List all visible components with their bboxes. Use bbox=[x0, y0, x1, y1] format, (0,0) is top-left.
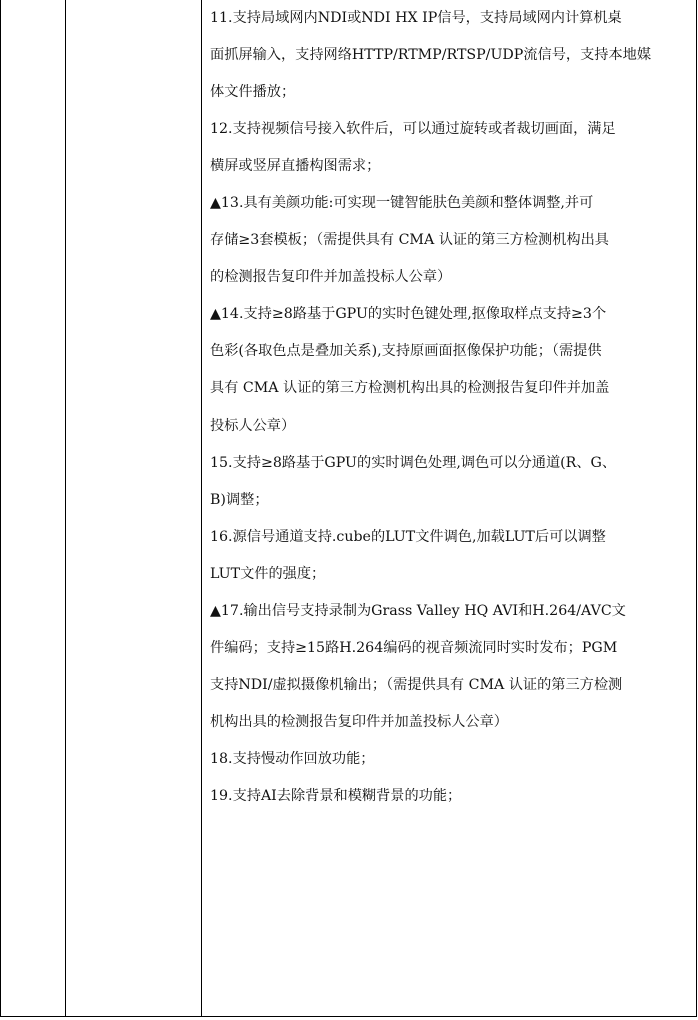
text-line: 18.支持慢动作回放功能； bbox=[210, 750, 375, 767]
text-line: 体文件播放； bbox=[210, 84, 296, 101]
text-line: 横屏或竖屏直播构图需求； bbox=[210, 158, 381, 175]
text-line: 存储≥3套模板；（需提供具有 CMA 认证的第三方检测机构出具 bbox=[210, 232, 609, 249]
column-divider bbox=[65, 0, 66, 1016]
text-line: ▲13.具有美颜功能:可实现一键智能肤色美颜和整体调整,并可 bbox=[210, 195, 594, 212]
text-line: B)调整； bbox=[210, 491, 269, 508]
spec-cell-content bbox=[210, 0, 690, 815]
text-line: 投标人公章） bbox=[210, 417, 296, 434]
text-line: 支持NDI/虚拟摄像机输出；（需提供具有 CMA 认证的第三方检测 bbox=[210, 676, 623, 693]
text-line: 具有 CMA 认证的第三方检测机构出具的检测报告复印件并加盖 bbox=[210, 380, 610, 397]
text-line: 16.源信号通道支持.cube的LUT文件调色,加载LUT后可以调整 bbox=[210, 528, 606, 545]
text-line: ▲17.输出信号支持录制为Grass Valley HQ AVI和H.264/AVC文 bbox=[210, 602, 626, 619]
text-line: 11.支持局域网内NDI或NDI HX IP信号，支持局域网内计算机桌 bbox=[210, 10, 622, 26]
text-line: 19.支持AI去除背景和模糊背景的功能； bbox=[210, 787, 462, 804]
text-line: 色彩(各取色点是叠加关系),支持原画面抠像保护功能；（需提供 bbox=[210, 343, 602, 360]
text-line: 机构出具的检测报告复印件并加盖投标人公章） bbox=[210, 713, 508, 730]
text-line: 的检测报告复印件并加盖投标人公章） bbox=[210, 269, 452, 286]
text-line: 件编码；支持≥15路H.264编码的视音频流同时实时发布；PGM bbox=[210, 639, 618, 656]
text-line: ▲14.支持≥8路基于GPU的实时色键处理,抠像取样点支持≥3个 bbox=[210, 306, 607, 323]
text-line: 面抓屏输入，支持网络HTTP/RTMP/RTSP/UDP流信号，支持本地媒 bbox=[210, 47, 652, 64]
text-line: 15.支持≥8路基于GPU的实时调色处理,调色可以分通道(R、G、 bbox=[210, 454, 617, 471]
column-divider bbox=[201, 0, 202, 1016]
text-line: LUT文件的强度； bbox=[210, 565, 326, 582]
text-line: 12.支持视频信号接入软件后，可以通过旋转或者裁切画面，满足 bbox=[210, 121, 616, 138]
